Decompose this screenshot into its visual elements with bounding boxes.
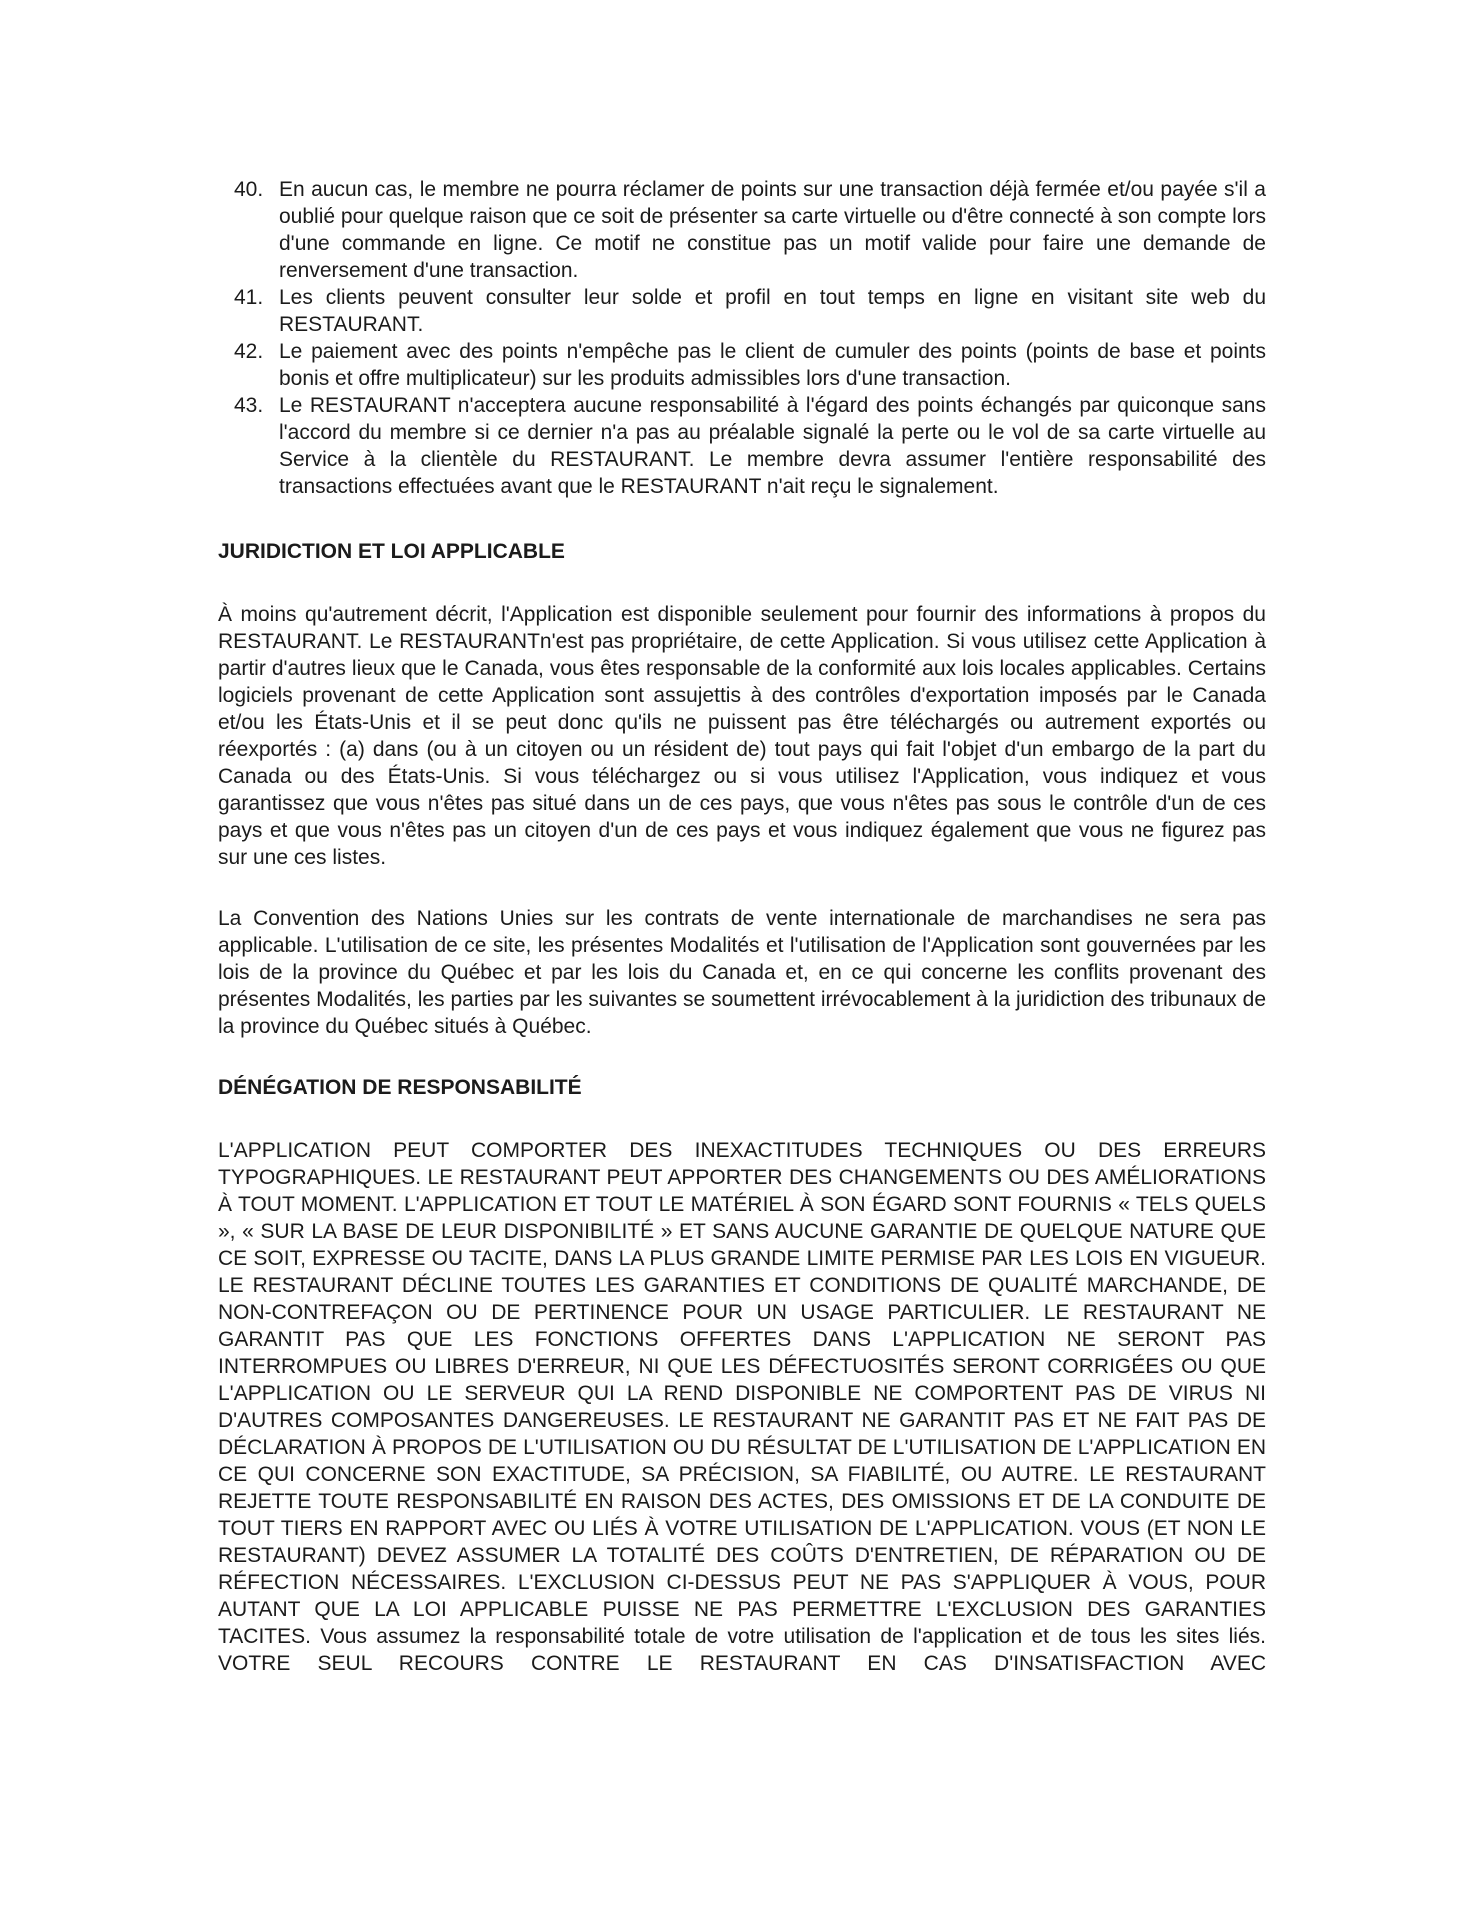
heading-juridiction-et-loi-applicable: JURIDICTION ET LOI APPLICABLE bbox=[218, 540, 565, 563]
term-item-number: 43. bbox=[234, 394, 264, 417]
term-item-text: En aucun cas, le membre ne pourra réclamer de points sur une transaction déjà fermée et/ou payée s'il a oublié pour quelque raison que ce soit de présenter sa carte virtuelle ou d'être connecté à son compte lors d'une commande en ligne. Ce motif ne constitue pas un motif valide pour faire une demande de renversement d'une transaction. bbox=[279, 178, 1266, 282]
paragraph-application-availability: À moins qu'autrement décrit, l'Application est disponible seulement pour fournir des informations à propos du RESTAURANT. Le RESTAURANTn'est pas propriétaire, de cette Application. Si vous utilisez cette Application à partir d'autres lieux que le Canada, vous êtes responsable de la conformité aux lois locales applicables. Certains logiciels provenant de cette Application sont assujettis à des contrôles d'exportation imposés par le Canada et/ou les États-Unis et il se peut donc qu'ils ne puissent pas être téléchargés ou autrement exportés ou réexportés : (a) dans (ou à un citoyen ou un résident de) tout pays qui fait l'objet d'un embargo de la part du Canada ou des États-Unis. Si vous téléchargez ou si vous utilisez l'Application, vous indiquez et vous garantissez que vous n'êtes pas situé dans un de ces pays, que vous n'êtes pas sous le contrôle d'un de ces pays et que vous n'êtes pas un citoyen d'un de ces pays et vous indiquez également que vous ne figurez pas sur une ces listes. bbox=[218, 603, 1266, 869]
paragraph-disclaimer: L'APPLICATION PEUT COMPORTER DES INEXACTITUDES TECHNIQUES OU DES ERREURS TYPOGRAPHIQUES. LE RESTAURANT PEUT APPORTER DES CHANGEMENTS OU DES AMÉLIORATIONS À TOUT MOMENT. L'APPLICATION ET TOUT LE MATÉRIEL À SON ÉGARD SONT FOURNIS « TELS QUELS », « SUR LA BASE DE LEUR DISPONIBILITÉ » ET SANS AUCUNE GARANTIE DE QUELQUE NATURE QUE CE SOIT, EXPRESSE OU TACITE, DANS LA PLUS GRANDE LIMITE PERMISE PAR LES LOIS EN VIGUEUR. LE RESTAURANT DÉCLINE TOUTES LES GARANTIES ET CONDITIONS DE QUALITÉ MARCHANDE, DE NON-CONTREFAÇON OU DE PERTINENCE POUR UN USAGE PARTICULIER. LE RESTAURANT NE GARANTIT PAS QUE LES FONCTIONS OFFERTES DANS L'APPLICATION NE SERONT PAS INTERROMPUES OU LIBRES D'ERREUR, NI QUE LES DÉFECTUOSITÉS SERONT CORRIGÉES OU QUE L'APPLICATION OU LE SERVEUR QUI LA REND DISPONIBLE NE COMPORTENT PAS DE VIRUS NI D'AUTRES COMPOSANTES DANGEREUSES. LE RESTAURANT NE GARANTIT PAS ET NE FAIT PAS DE DÉCLARATION À PROPOS DE L'UTILISATION OU DU RÉSULTAT DE L'UTILISATION DE L'APPLICATION EN CE QUI CONCERNE SON EXACTITUDE, SA PRÉCISION, SA FIABILITÉ, OU AUTRE. LE RESTAURANT REJETTE TOUTE RESPONSABILITÉ EN RAISON DES ACTES, DES OMISSIONS ET DE LA CONDUITE DE TOUT TIERS EN RAPPORT AVEC OU LIÉS À VOTRE UTILISATION DE L'APPLICATION. VOUS (ET NON LE RESTAURANT) DEVEZ ASSUMER LA TOTALITÉ DES COÛTS D'ENTRETIEN, DE RÉPARATION OU DE RÉFECTION NÉCESSAIRES. L'EXCLUSION CI-DESSUS PEUT NE PAS S'APPLIQUER À VOUS, POUR AUTANT QUE LA LOI APPLICABLE PUISSE NE PAS PERMETTRE L'EXCLUSION DES GARANTIES TACITES. Vous assumez la responsabilité totale de votre utilisation de l'application et de tous les sites liés. VOTRE SEUL RECOURS CONTRE LE RESTAURANT EN CAS D'INSATISFACTION AVEC bbox=[218, 1139, 1266, 1675]
term-item-40 bbox=[218, 176, 1266, 284]
term-item-number: 42. bbox=[234, 340, 264, 363]
term-item-42 bbox=[218, 338, 1266, 392]
term-item-41 bbox=[218, 284, 1266, 338]
term-item-number: 41. bbox=[234, 286, 264, 309]
term-item-number: 40. bbox=[234, 178, 264, 201]
terms-list bbox=[218, 176, 1266, 500]
paragraph-governing-law: La Convention des Nations Unies sur les contrats de vente internationale de marchandises ne sera pas applicable. L'utilisation de ce site, les présentes Modalités et l'utilisation de l'Application sont gouvernées par les lois de la province du Québec et par les lois du Canada et, en ce qui concerne les conflits provenant des présentes Modalités, les parties par les suivantes se soumettent irrévocablement à la juridiction des tribunaux de la province du Québec situés à Québec. bbox=[218, 907, 1266, 1038]
term-item-text: Les clients peuvent consulter leur solde et profil en tout temps en ligne en visitant site web du RESTAURANT. bbox=[279, 286, 1266, 336]
term-item-43 bbox=[218, 392, 1266, 500]
term-item-text: Le paiement avec des points n'empêche pas le client de cumuler des points (points de base et points bonis et offre multiplicateur) sur les produits admissibles lors d'une transaction. bbox=[279, 340, 1266, 390]
term-item-text: Le RESTAURANT n'acceptera aucune responsabilité à l'égard des points échangés par quiconque sans l'accord du membre si ce dernier n'a pas au préalable signalé la perte ou le vol de sa carte virtuelle au Service à la clientèle du RESTAURANT. Le membre devra assumer l'entière responsabilité des transactions effectuées avant que le RESTAURANT n'ait reçu le signalement. bbox=[279, 394, 1266, 498]
heading-denegation-de-responsabilite: DÉNÉGATION DE RESPONSABILITÉ bbox=[218, 1076, 582, 1099]
